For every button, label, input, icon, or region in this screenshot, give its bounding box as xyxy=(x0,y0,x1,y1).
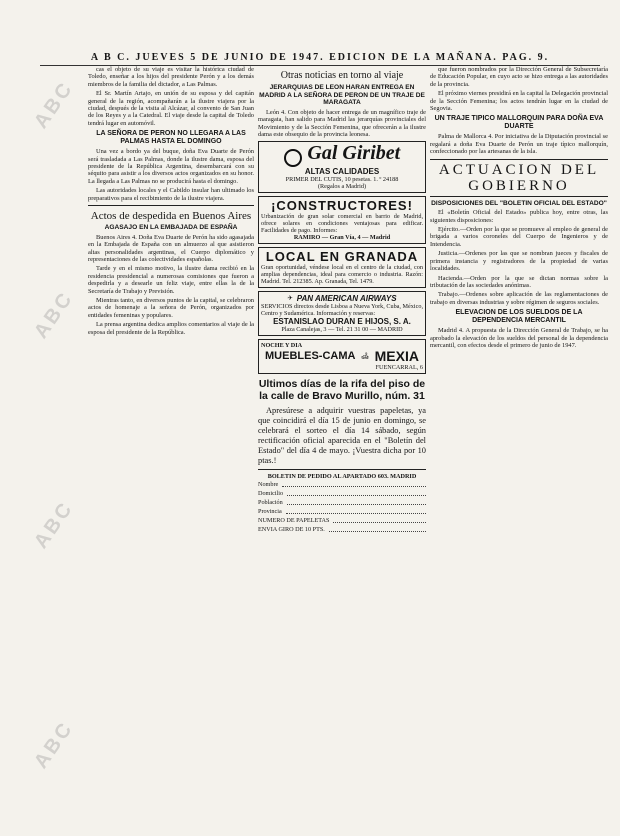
divider xyxy=(88,205,254,206)
order-form-line xyxy=(258,480,426,489)
ad-contact: RAMIRO — Gran Vía, 4 — Madrid xyxy=(293,233,391,241)
article-text: Hacienda.—Orden por la que se dictan normas sobre la tributación de las sociedades anónimas. xyxy=(430,274,608,289)
ad-brand: Gal Giribet xyxy=(307,142,401,165)
order-form-line xyxy=(258,507,426,516)
ad-title: LOCAL EN GRANADA xyxy=(265,248,419,264)
form-label: Provincia xyxy=(258,507,282,515)
form-label: NUMERO DE PAPELETAS xyxy=(258,516,330,524)
article-text: León 4. Con objeto de hacer entrega de un magnífico traje de maragata, han salido para Madrid las jerarquías provinciales del Movimiento y de la Sección Femenina, que ofrecerán a la ilustre dama este obsequio de la provincia leonesa. xyxy=(258,108,426,138)
divider xyxy=(258,469,426,470)
column-3 xyxy=(430,66,608,816)
watermark-abc: ABC xyxy=(30,717,79,773)
ad-body: SERVICIOS directos desde Lisboa a Nueva York, Cuba, México, Centro y Sudamérica. Información y reservas: xyxy=(261,302,423,317)
raffle-body: Apresúrese a adquirir vuestras papeletas, ya que coincidirá el día 15 de junio en domingo, se celebrará el sorteo el día 14 sábado, según rectificación oficial aparecida en el "Boletín del Estado" del día 4 de mayo. ¡Vuestra dicha por 10 ptas.! xyxy=(258,405,426,465)
ad-tag: NOCHE Y DIA xyxy=(261,341,303,349)
article-text: Ejército.—Orden por la que se promueve al empleo de general de brigada a varios coroneles del Cuerpo de Ingenieros y de Intendencia. xyxy=(430,226,608,248)
ad-address: Plaza Canalejas, 3 — Tel. 21 31 00 — MADRID xyxy=(281,325,403,333)
article-text: El Sr. Martín Artajo, en unión de su esposa y del capitán general de la región, acompañarán a la ilustre viajera por la ciudad, después de la visita al Alcázar, al convento de San Juan de los Reyes y a la Catedral. El viaje desde la capital de Toledo tendrá lugar en automóvil. xyxy=(88,90,254,127)
article-text: Las autoridades locales y el Cabildo insular han ultimado los preparativos para el recibimiento de la ilustre viajera. xyxy=(88,187,254,202)
form-field[interactable] xyxy=(282,480,426,487)
advertisement-constructores xyxy=(258,196,426,244)
form-label: Domicilio xyxy=(258,489,284,497)
watermark-abc: ABC xyxy=(30,497,79,553)
ad-address: FUENCARRAL, 6 xyxy=(375,363,423,371)
column-2 xyxy=(258,66,426,816)
advertisement-giribet xyxy=(258,141,426,193)
column-1 xyxy=(88,66,254,816)
order-form-line xyxy=(258,498,426,507)
section-title: ACTUACION DEL GOBIERNO xyxy=(430,159,608,197)
ad-company: ESTANISLAO DURAN E HIJOS, S. A. xyxy=(273,316,411,326)
article-subheadline: AGASAJO EN LA EMBAJADA DE ESPAÑA xyxy=(104,224,238,232)
sofa-bed-icon: 🛋 xyxy=(360,352,370,360)
form-field[interactable] xyxy=(287,489,426,496)
article-subheadline: JERARQUIAS DE LEON HARAN ENTREGA EN MADRID A LA SEÑORA DE PERON DE UN TRAJE DE MARAGATA xyxy=(259,84,425,107)
advertisement-mexia xyxy=(258,339,426,374)
article-text: Tarde y en el mismo motivo, la ilustre dama recibió en la residencia presidencial a numerosas comisiones que fueron a despedirla y a desearle un feliz viaje, entre ellas la de la Secretaría de Trabajo y Previsión. xyxy=(88,265,254,295)
ad-line: (Regalos a Madrid) xyxy=(317,182,367,190)
advertisement-pan-american xyxy=(258,291,426,336)
article-subheadline: DISPOSICIONES DEL "BOLETIN OFICIAL DEL ESTADO" xyxy=(431,199,607,207)
airplane-icon: ✈ xyxy=(287,294,293,302)
article-text: Mientras tanto, en diversos puntos de la capital, se celebraron actos de homenaje a la señora de Perón, organizados por entidades femeninas y populares. xyxy=(88,296,254,319)
ad-left-text: MUEBLES-CAMA xyxy=(265,349,356,362)
order-form-title: BOLETIN DE PEDIDO AL APARTADO 603. MADRID xyxy=(267,472,417,480)
article-headline: UN TRAJE TIPICO MALLORQUIN PARA DOÑA EVA DUARTE xyxy=(434,115,604,131)
article-text: Trabajo.—Ordenes sobre aplicación de las reglamentaciones de trabajo en diversas industrias y sobre régimen de seguros sociales. xyxy=(430,291,608,306)
form-field[interactable] xyxy=(286,507,426,514)
order-form-line xyxy=(258,525,426,534)
article-text: Una vez a bordo ya del buque, doña Eva Duarte de Perón será trasladada a Las Palmas, donde la ilustre dama, esposa del presidente de la República Argentina, desembarcará con su séquito para asistir a los diversos actos organizados en su honor. La llegada a Las Palmas no se producirá hasta el domingo. xyxy=(88,148,254,185)
order-form-line xyxy=(258,489,426,498)
article-text: cas el objeto de su viaje es visitar la histórica ciudad de Toledo, enseñar a los hijos del presidente Perón y a los demás miembros de la familia del dictador, a Las Palmas. xyxy=(88,66,254,88)
ad-line: ALTAS CALIDADES xyxy=(304,166,380,176)
article-headline: ELEVACION DE LOS SUELDOS DE LA DEPENDENCIA MERCANTIL xyxy=(455,309,583,325)
ad-body: Urbanización de gran solar comercial en barrio de Madrid, ofrece solares en condiciones ventajosas para edificar. Facilidades de pago. Informes: xyxy=(261,212,423,234)
form-label: Población xyxy=(258,498,283,506)
raffle-headline: Ultimos días de la rifa del piso de la calle de Bravo Murillo, núm. 31 xyxy=(258,377,426,402)
form-field[interactable] xyxy=(333,516,426,523)
ad-body: Gran oportunidad, véndese local en el centro de la ciudad, con amplias dependencias, ideal para comercio o industria. Razón: Madrid. Tel. 212385. Ap. Granada, Tel. 1479. xyxy=(261,263,423,285)
brand-seal-icon xyxy=(284,149,302,167)
ad-title: PAN AMERICAN AIRWAYS xyxy=(296,293,397,303)
article-text: Palma de Mallorca 4. Por iniciativa de la Diputación provincial se regalará a doña Eva Duarte de Perón un traje típico mallorquín, confeccionado por las artesanas de la isla. xyxy=(430,133,608,156)
ad-title: ¡CONSTRUCTORES! xyxy=(271,197,413,213)
form-label: Nombre xyxy=(258,480,279,488)
article-headline: Otras noticias en torno al viaje xyxy=(280,70,404,81)
order-form-line xyxy=(258,516,426,525)
ad-brand: MEXIA xyxy=(374,347,419,364)
advertisement-local-granada xyxy=(258,247,426,288)
page-header: A B C. JUEVES 5 DE JUNIO DE 1947. EDICION DE LA MAÑANA. PAG. 9. xyxy=(40,52,600,66)
watermark-abc: ABC xyxy=(30,287,79,343)
article-text: que fueron nombrados por la Dirección General de Subsecretaría de Educación Popular, en cuyo acto se hizo entrega a las autoridades de la provincia. xyxy=(430,66,608,88)
watermark-abc: ABC xyxy=(30,77,79,133)
article-text: Buenos Aires 4. Doña Eva Duarte de Perón ha sido agasajada en la Embajada de España con un almuerzo al que asistieron altas personalidades argentinas, el Cuerpo diplomático y representaciones de las colectividades españolas. xyxy=(88,233,254,263)
form-label: ENVIA GIRO DE 10 PTS. xyxy=(258,525,325,533)
form-field[interactable] xyxy=(287,498,426,505)
article-headline: Actos de despedida en Buenos Aires xyxy=(90,210,252,223)
ad-line: PRIMER DEL CUTIS, 10 pesetas. 1. º 24188 xyxy=(285,175,399,183)
article-text: La prensa argentina dedica amplios comentarios al viaje de la esposa del presidente de la República. xyxy=(88,321,254,336)
article-text: El «Boletín Oficial del Estado» publica hoy, entre otras, las siguientes disposiciones: xyxy=(430,209,608,224)
form-field[interactable] xyxy=(329,525,426,532)
article-text: El próximo viernes presidirá en la capital la Delegación provincial de la Sección Femenina; los actos tendrán lugar en la ciudad de Segovia. xyxy=(430,90,608,113)
article-headline: LA SEÑORA DE PERON NO LLEGARA A LAS PALMAS HASTA EL DOMINGO xyxy=(96,130,246,146)
article-text: Justicia.—Ordenes por las que se nombran jueces y fiscales de primera instancia y registradores de la propiedad de varias localidades. xyxy=(430,250,608,273)
article-text: Madrid 4. A propuesta de la Dirección General de Trabajo, se ha aprobado la elevación de los sueldos del personal de la dependencia mercantil, con efectos desde el primero de junio de 1947. xyxy=(430,327,608,349)
